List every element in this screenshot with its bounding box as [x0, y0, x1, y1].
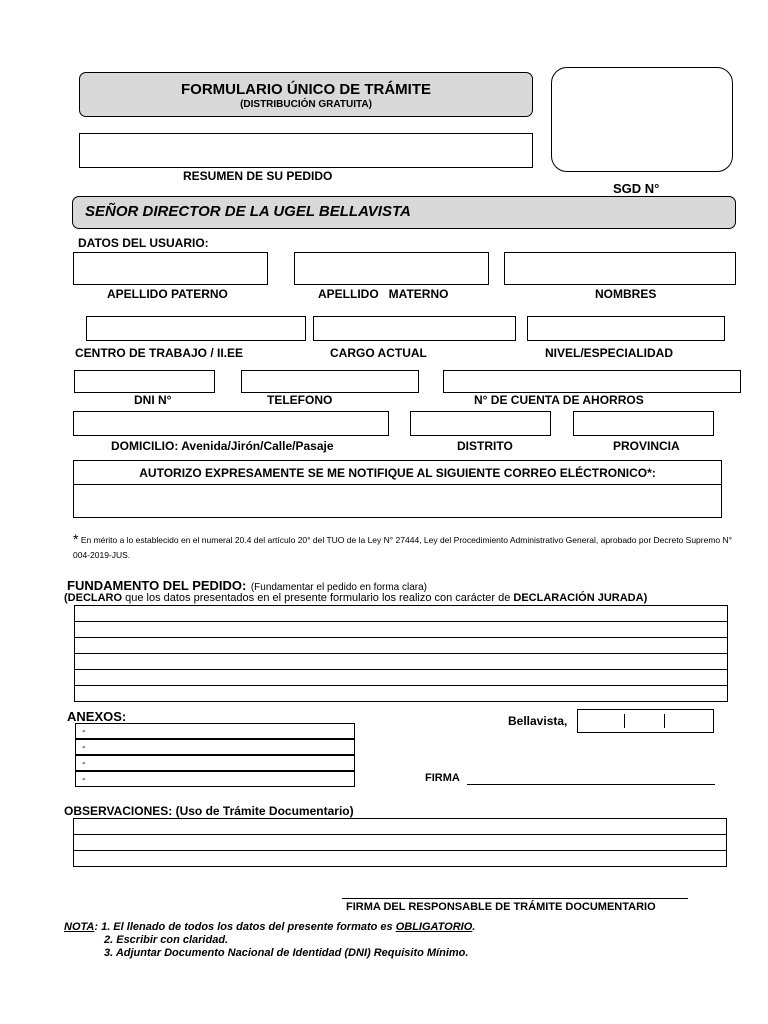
centro-trabajo-label: CENTRO DE TRABAJO / II.EE [75, 346, 244, 360]
date-field[interactable] [577, 709, 714, 733]
declaro-bold: DECLARACIÓN JURADA) [513, 592, 648, 604]
telefono-field[interactable] [241, 370, 419, 393]
observaciones-title: OBSERVACIONES: (Uso de Trámite Documentario) [64, 804, 354, 818]
nivel-field[interactable] [527, 316, 725, 341]
anexo-row[interactable]: - [75, 739, 355, 755]
fundamento-title: FUNDAMENTO DEL PEDIDO: [67, 578, 247, 593]
declaro-open: (DECLARO [64, 592, 123, 604]
director-banner [72, 196, 736, 229]
cargo-actual-field[interactable] [313, 316, 516, 341]
nombres-field[interactable] [504, 252, 736, 285]
nota-item-1: : 1. El llenado de todos los datos del presente formato es [94, 921, 396, 933]
sgd-stamp-box [551, 67, 733, 172]
telefono-label: TELEFONO [267, 393, 333, 407]
datos-usuario-label: DATOS DEL USUARIO: [78, 236, 209, 250]
distrito-label: DISTRITO [457, 439, 513, 453]
date-separator [664, 714, 665, 728]
distrito-field[interactable] [410, 411, 551, 436]
footnote-text: En mérito a lo establecido en el numeral 20.4 del artículo 20° del TUO de la Ley N° 27444, Ley del Procedimiento Administrativo General, aprobado por Decreto Supremo N° 004-2019-JUS. [73, 535, 733, 560]
date-separator [624, 714, 625, 728]
nota-block [64, 921, 475, 960]
apellido-paterno-field[interactable] [73, 252, 268, 285]
resumen-label: RESUMEN DE SU PEDIDO [183, 169, 333, 183]
nota-item-2: 2. Escribir con claridad. [104, 934, 229, 946]
anexo-row[interactable]: - [75, 771, 355, 787]
declaro-statement [64, 592, 647, 604]
anexos-title: ANEXOS: [67, 709, 127, 724]
apellido-paterno-label: APELLIDO PATERNO [107, 287, 228, 301]
bellavista-label: Bellavista, [508, 714, 568, 728]
fundamento-lines[interactable] [74, 605, 728, 702]
legal-footnote [73, 533, 733, 563]
declaro-mid: que los datos presentados en el presente formulario los realizo con carácter de [122, 592, 514, 604]
provincia-field[interactable] [573, 411, 714, 436]
form-header [79, 72, 533, 117]
footnote-star: * [73, 531, 79, 547]
sgd-label: SGD N° [613, 181, 660, 196]
provincia-label: PROVINCIA [613, 439, 680, 453]
firma-responsable-line[interactable] [342, 898, 688, 899]
form-title: FORMULARIO ÚNICO DE TRÁMITE [181, 81, 431, 98]
apellido-materno-field[interactable] [294, 252, 489, 285]
director-text: SEÑOR DIRECTOR DE LA UGEL BELLAVISTA [85, 203, 411, 220]
fundamento-hint: (Fundamentar el pedido en forma clara) [250, 582, 428, 593]
cuenta-label: N° DE CUENTA DE AHORROS [474, 393, 644, 407]
firma-label: FIRMA [425, 772, 460, 784]
centro-trabajo-field[interactable] [86, 316, 306, 341]
dni-field[interactable] [74, 370, 215, 393]
apellido-materno-label: APELLIDO MATERNO [318, 287, 449, 301]
anexo-row[interactable]: - [75, 755, 355, 771]
cargo-actual-label: CARGO ACTUAL [330, 346, 427, 360]
form-subtitle: (DISTRIBUCIÓN GRATUITA) [240, 99, 372, 110]
nota-label: NOTA [64, 921, 95, 933]
dni-label: DNI N° [134, 393, 172, 407]
firma-responsable-label: FIRMA DEL RESPONSABLE DE TRÁMITE DOCUMENTARIO [346, 901, 656, 913]
resumen-field[interactable] [79, 133, 533, 168]
nota-item-1-end: . [472, 921, 476, 933]
observaciones-lines[interactable] [73, 818, 727, 867]
anexo-row[interactable]: - [75, 723, 355, 739]
email-field[interactable] [74, 485, 721, 517]
email-notice-box [73, 460, 722, 518]
cuenta-field[interactable] [443, 370, 741, 393]
domicilio-label: DOMICILIO: Avenida/Jirón/Calle/Pasaje [111, 439, 334, 453]
nombres-label: NOMBRES [595, 287, 657, 301]
firma-line[interactable] [467, 784, 715, 785]
nivel-label: NIVEL/ESPECIALIDAD [545, 346, 674, 360]
nota-obligatorio: OBLIGATORIO [395, 921, 473, 933]
email-notice-heading: AUTORIZO EXPRESAMENTE SE ME NOTIFIQUE AL SIGUIENTE CORREO ELÉCTRONICO*: [74, 461, 721, 485]
nota-item-3: 3. Adjuntar Documento Nacional de Identidad (DNI) Requisito Mínimo. [104, 947, 469, 959]
domicilio-field[interactable] [73, 411, 389, 436]
